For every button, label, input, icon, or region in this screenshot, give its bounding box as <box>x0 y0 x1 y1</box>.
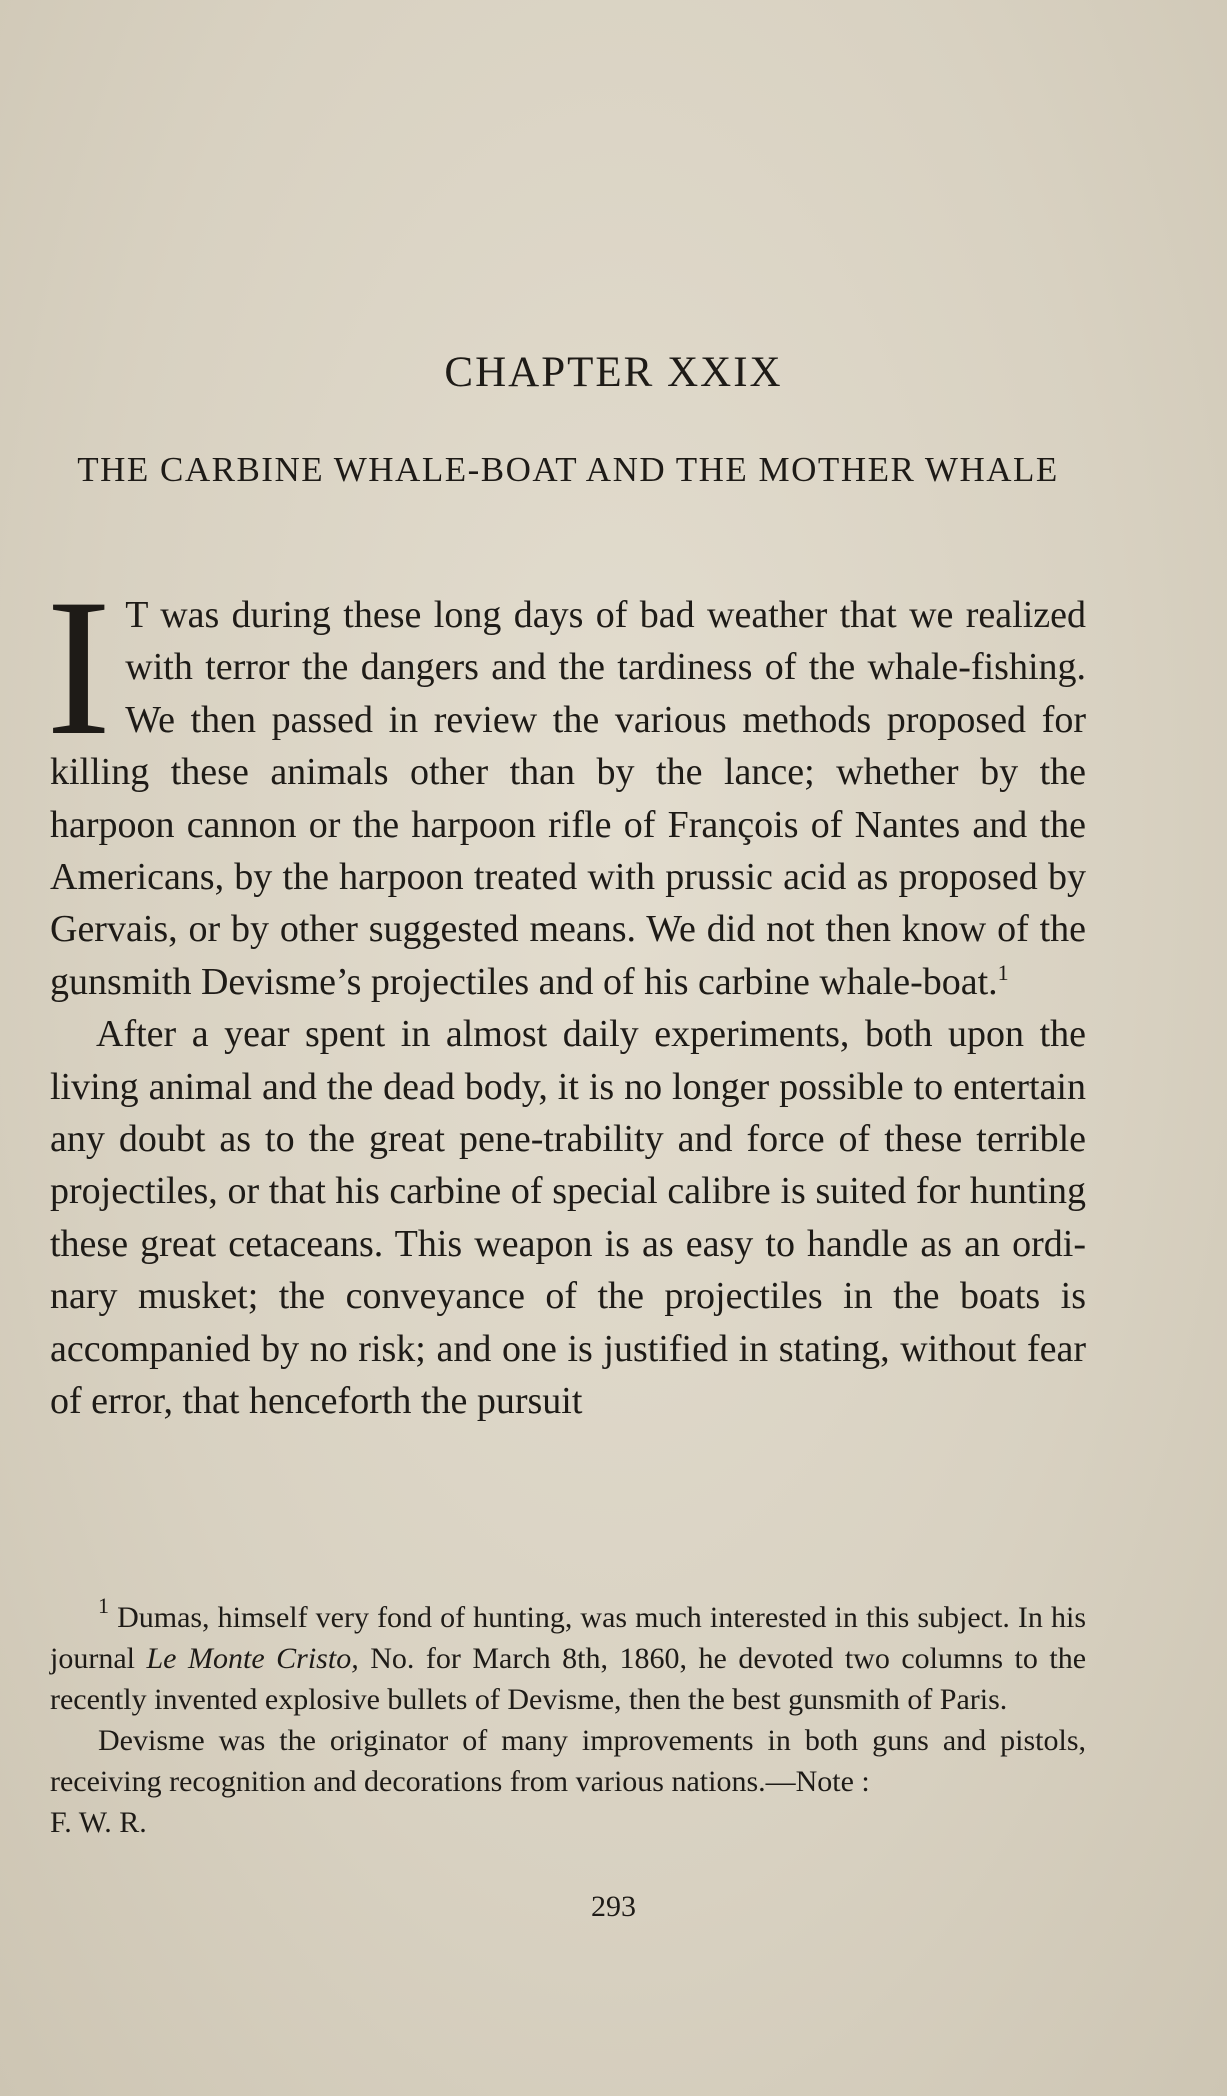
paragraph-1-text: T was during these long days of bad weather that we realized with terror the dangers and the tardiness of the whale-fishing. We then passed in review the various methods proposed for killing these animals other than by the lance; whether by the harpoon cannon or the harpoon rifle of François of Nantes and the Americans, by the harpoon treated with prussic acid as proposed by Gervais, or by other suggested means. We did not then know of the gunsmith Devisme’s projectiles and of his carbine whale-boat. <box>50 594 1086 1003</box>
page-number: 293 <box>591 1890 636 1923</box>
footnote-1 <box>50 1593 1087 1720</box>
chapter-title: CHAPTER XXIX <box>444 349 783 396</box>
footnote-2: Devisme was the originator of many improvements in both guns and pistols, receiving recognition and decorations from various nations.—Note : <box>50 1724 1086 1798</box>
footnote-marker: 1 <box>98 1593 109 1618</box>
footnotes <box>50 1593 1087 1843</box>
footnote-credit: F. W. R. <box>50 1806 147 1839</box>
body-text <box>46 559 1086 1428</box>
journal-title: Le Monte Cristo, <box>146 1642 359 1675</box>
footnote-1-text-start: Dumas, himself very fond of hunting, was much interested in this subject. In his journal <box>50 1601 1086 1675</box>
footnote-reference[interactable]: 1 <box>997 959 1009 985</box>
paragraph-1 <box>46 559 1086 1008</box>
drop-cap: I <box>46 559 112 776</box>
footnote-1-text-end: No. for March 8th, 1860, he devoted two columns to the recently invented explosive bullets of Devisme, then the best gunsmith of Paris. <box>50 1642 1087 1716</box>
paragraph-2: After a year spent in almost daily experiments, both upon the living animal and the dead body, it is no longer possible to entertain any doubt as to the great pene-trability and force of these terrible projectiles, or that his carbine of special calibre is suited for hunting these great cetaceans. This weapon is as easy to handle as an ordi-nary musket; the conveyance of the projectiles in the boats is accompanied by no risk; and one is justified in stating, without fear of error, that henceforth the pursuit <box>50 1013 1086 1423</box>
chapter-subtitle: THE CARBINE WHALE-BOAT AND THE MOTHER WHALE <box>77 450 1059 489</box>
